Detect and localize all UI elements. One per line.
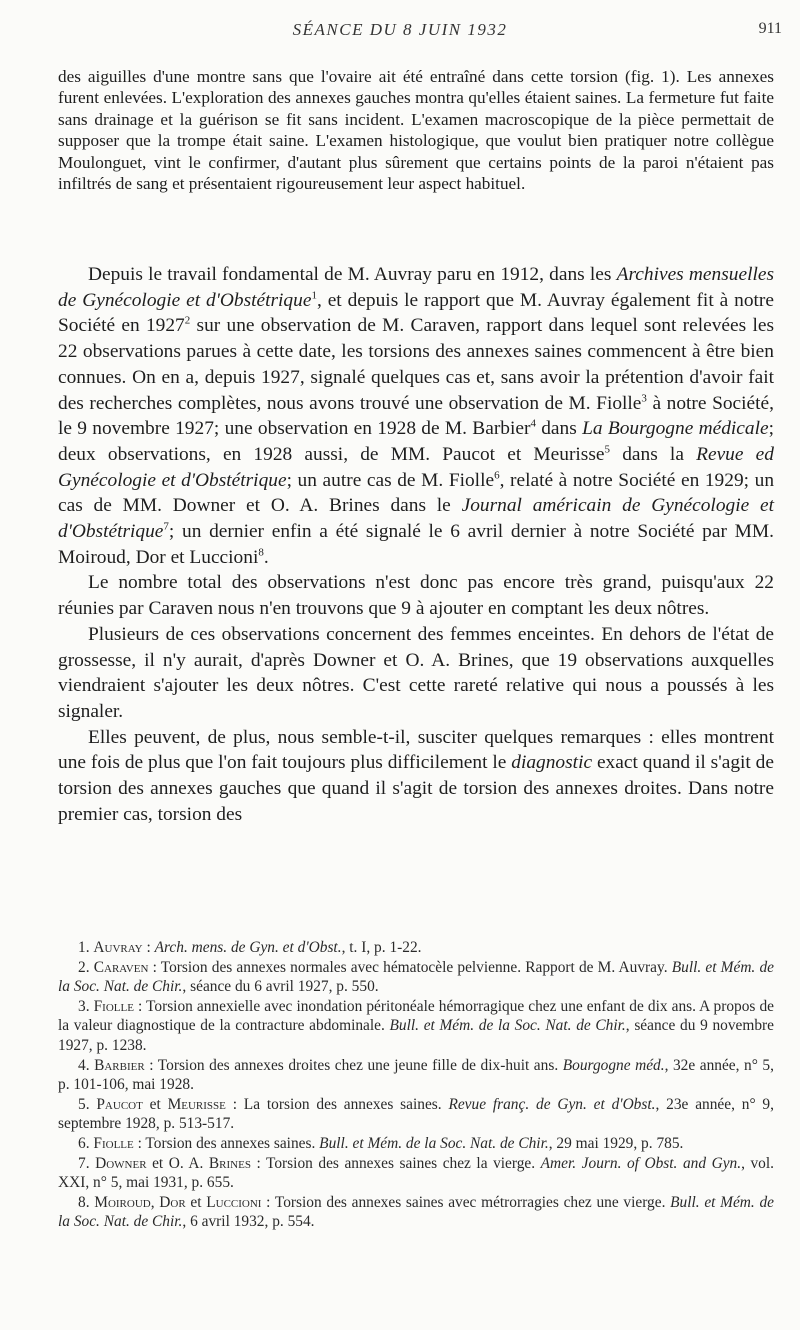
p1-journal-archives: Archives mensuelles de Gynécologie et d'Obstétrique xyxy=(58,264,774,311)
p1-text-c: sur une observation de M. Caraven, rapport dans lequel sont relevées les 22 observations parues à cette date, les torsions des annexes saines commencent à être bien connues. On en a, depuis 1927, signalé quelques cas et, sans avoir la prétention d'avoir fait des recherches complètes, nous avons trouvé une observation de M. Fiolle xyxy=(58,315,774,414)
running-head xyxy=(0,20,800,44)
p1-text-h: ; un autre cas de M. Fiolle xyxy=(286,469,495,491)
footnote: 8. Moiroud, Dor et Luccioni : Torsion des annexes saines avec métrorragies chez une vierge. Bull. et Mém. de la Soc. Nat. de Chir., 6 avril 1932, p. 554. xyxy=(58,1193,775,1231)
p4-italic-diagnostic: diagnostic xyxy=(511,752,593,774)
footnote-ref-3: 3 xyxy=(641,392,647,405)
p1-text-g: dans la xyxy=(610,443,697,465)
footnote-ref-1: 1 xyxy=(311,289,317,302)
footnote: 3. Fiolle : Torsion annexielle avec inondation péritonéale hémorragique chez une enfant de dix ans. A propos de la valeur diagnostique de la contracture abdominale. Bull. et Mém. de la Soc. Nat. de Chir., séance du 9 novembre 1927, p. 1238. xyxy=(58,997,775,1054)
page-number: 911 xyxy=(758,20,782,37)
continuation-paragraph xyxy=(58,66,774,194)
p1-text-d: à notre Société, le 9 novembre 1927; une observation en 1928 de M. Barbier xyxy=(58,392,774,440)
p1-journal-americain: Journal américain de Gynécologie et d'Obstétrique xyxy=(58,495,774,543)
footnote-ref-5: 5 xyxy=(604,443,610,456)
p4-text-b: exact quand il s'agit de torsion des annexes gauches que quand il s'agit de torsion des annexes droites. Dans notre premier cas, torsion des xyxy=(58,752,774,825)
p1-text-b: , et depuis le rapport que M. Auvray également fit à notre Société en 1927 xyxy=(58,289,774,337)
paragraph-3: Plusieurs de ces observations concernent des femmes enceintes. En dehors de l'état de grossesse, il n'y aurait, d'après Downer et O. A. Brines, que 19 observations auxquelles viendraient s'ajouter les deux nôtres. C'est cette rareté relative qui nous a poussés à les signaler. xyxy=(58,623,774,722)
p1-text-e: dans xyxy=(535,418,583,440)
paragraph-2: Le nombre total des observations n'est donc pas encore très grand, puisqu'aux 22 réunies par Caraven nous n'en trouvons que 9 à ajouter en comptant les deux nôtres. xyxy=(58,572,774,620)
footnotes xyxy=(58,938,774,1232)
footnote: 1. Auvray : Arch. mens. de Gyn. et d'Obst., t. I, p. 1-22. xyxy=(78,939,422,956)
paragraph-4 xyxy=(58,725,774,828)
paragraph-1 xyxy=(58,262,774,570)
footnote-ref-2: 2 xyxy=(184,314,191,327)
p1-text-i: , relaté à notre Société en 1929; un cas de MM. Downer et O. A. Brines dans le xyxy=(58,469,775,517)
footnote: 5. Paucot et Meurisse : La torsion des annexes saines. Revue franç. de Gyn. et d'Obst., 23e année, n° 9, septembre 1928, p. 513-517. xyxy=(58,1095,774,1133)
p4-text-a: Elles peuvent, de plus, nous semble-t-il, susciter quelques remarques : elles montrent une fois de plus que l'on fait toujours plus difficilement le xyxy=(58,726,774,774)
footnote: 4. Barbier : Torsion des annexes droites chez une jeune fille de dix-huit ans. Bourgogne méd., 32e année, n° 5, p. 101-106, mai 1928. xyxy=(58,1056,774,1094)
footnote: 6. Fiolle : Torsion des annexes saines. Bull. et Mém. de la Soc. Nat. de Chir., 29 mai 1929, p. 785. xyxy=(78,1134,684,1152)
footnote: 7. Downer et O. A. Brines : Torsion des annexes saines chez la vierge. Amer. Journ. of Obst. and Gyn., vol. XXI, n° 5, mai 1931, p. 655. xyxy=(58,1154,774,1192)
running-title: SÉANCE DU 8 JUIN 1932 xyxy=(292,20,508,39)
p1-text-a: Depuis le travail fondamental de M. Auvray paru en 1912, dans les xyxy=(88,264,617,285)
footnote-ref-4: 4 xyxy=(530,417,536,430)
p1-text-j: ; un dernier enfin a été signalé le 6 avril dernier à notre Société par MM. Moiroud, Dor et Luccioni xyxy=(58,521,774,568)
continuation-text: des aiguilles d'une montre sans que l'ovaire ait été entraîné dans cette torsion (fig. 1). Les annexes furent enlevées. L'exploration des annexes gauches montra qu'elles étaient saines. La fermeture fut faite sans drainage et la guérison se fit sans incident. L'examen macroscopique de la pièce permettait de supposer que la trompe était saine. L'examen histologique, que voulut bien pratiquer notre collègue Moulonguet, vint le confirmer, d'autant plus sûrement que certains points de la paroi n'étaient pas infiltrés de sang et présentaient rigoureusement leur aspect habituel. xyxy=(58,67,774,194)
p1-journal-revue: Revue ed Gynécologie et d'Obstétrique xyxy=(58,443,774,491)
footnote-ref-8: 8 xyxy=(258,546,264,559)
p1-text-k: . xyxy=(263,546,269,568)
p1-text-f: ; deux observations, en 1928 aussi, de MM. Paucot et Meurisse xyxy=(58,418,774,465)
footnote-ref-6: 6 xyxy=(494,469,500,482)
footnote-ref-7: 7 xyxy=(163,520,169,533)
main-text xyxy=(58,262,774,827)
p1-journal-bourgogne: La Bourgogne médicale xyxy=(582,418,769,440)
footnote: 2. Caraven : Torsion des annexes normales avec hématocèle pelvienne. Rapport de M. Auvray. Bull. et Mém. de la Soc. Nat. de Chir., séance du 6 avril 1927, p. 550. xyxy=(58,958,774,996)
